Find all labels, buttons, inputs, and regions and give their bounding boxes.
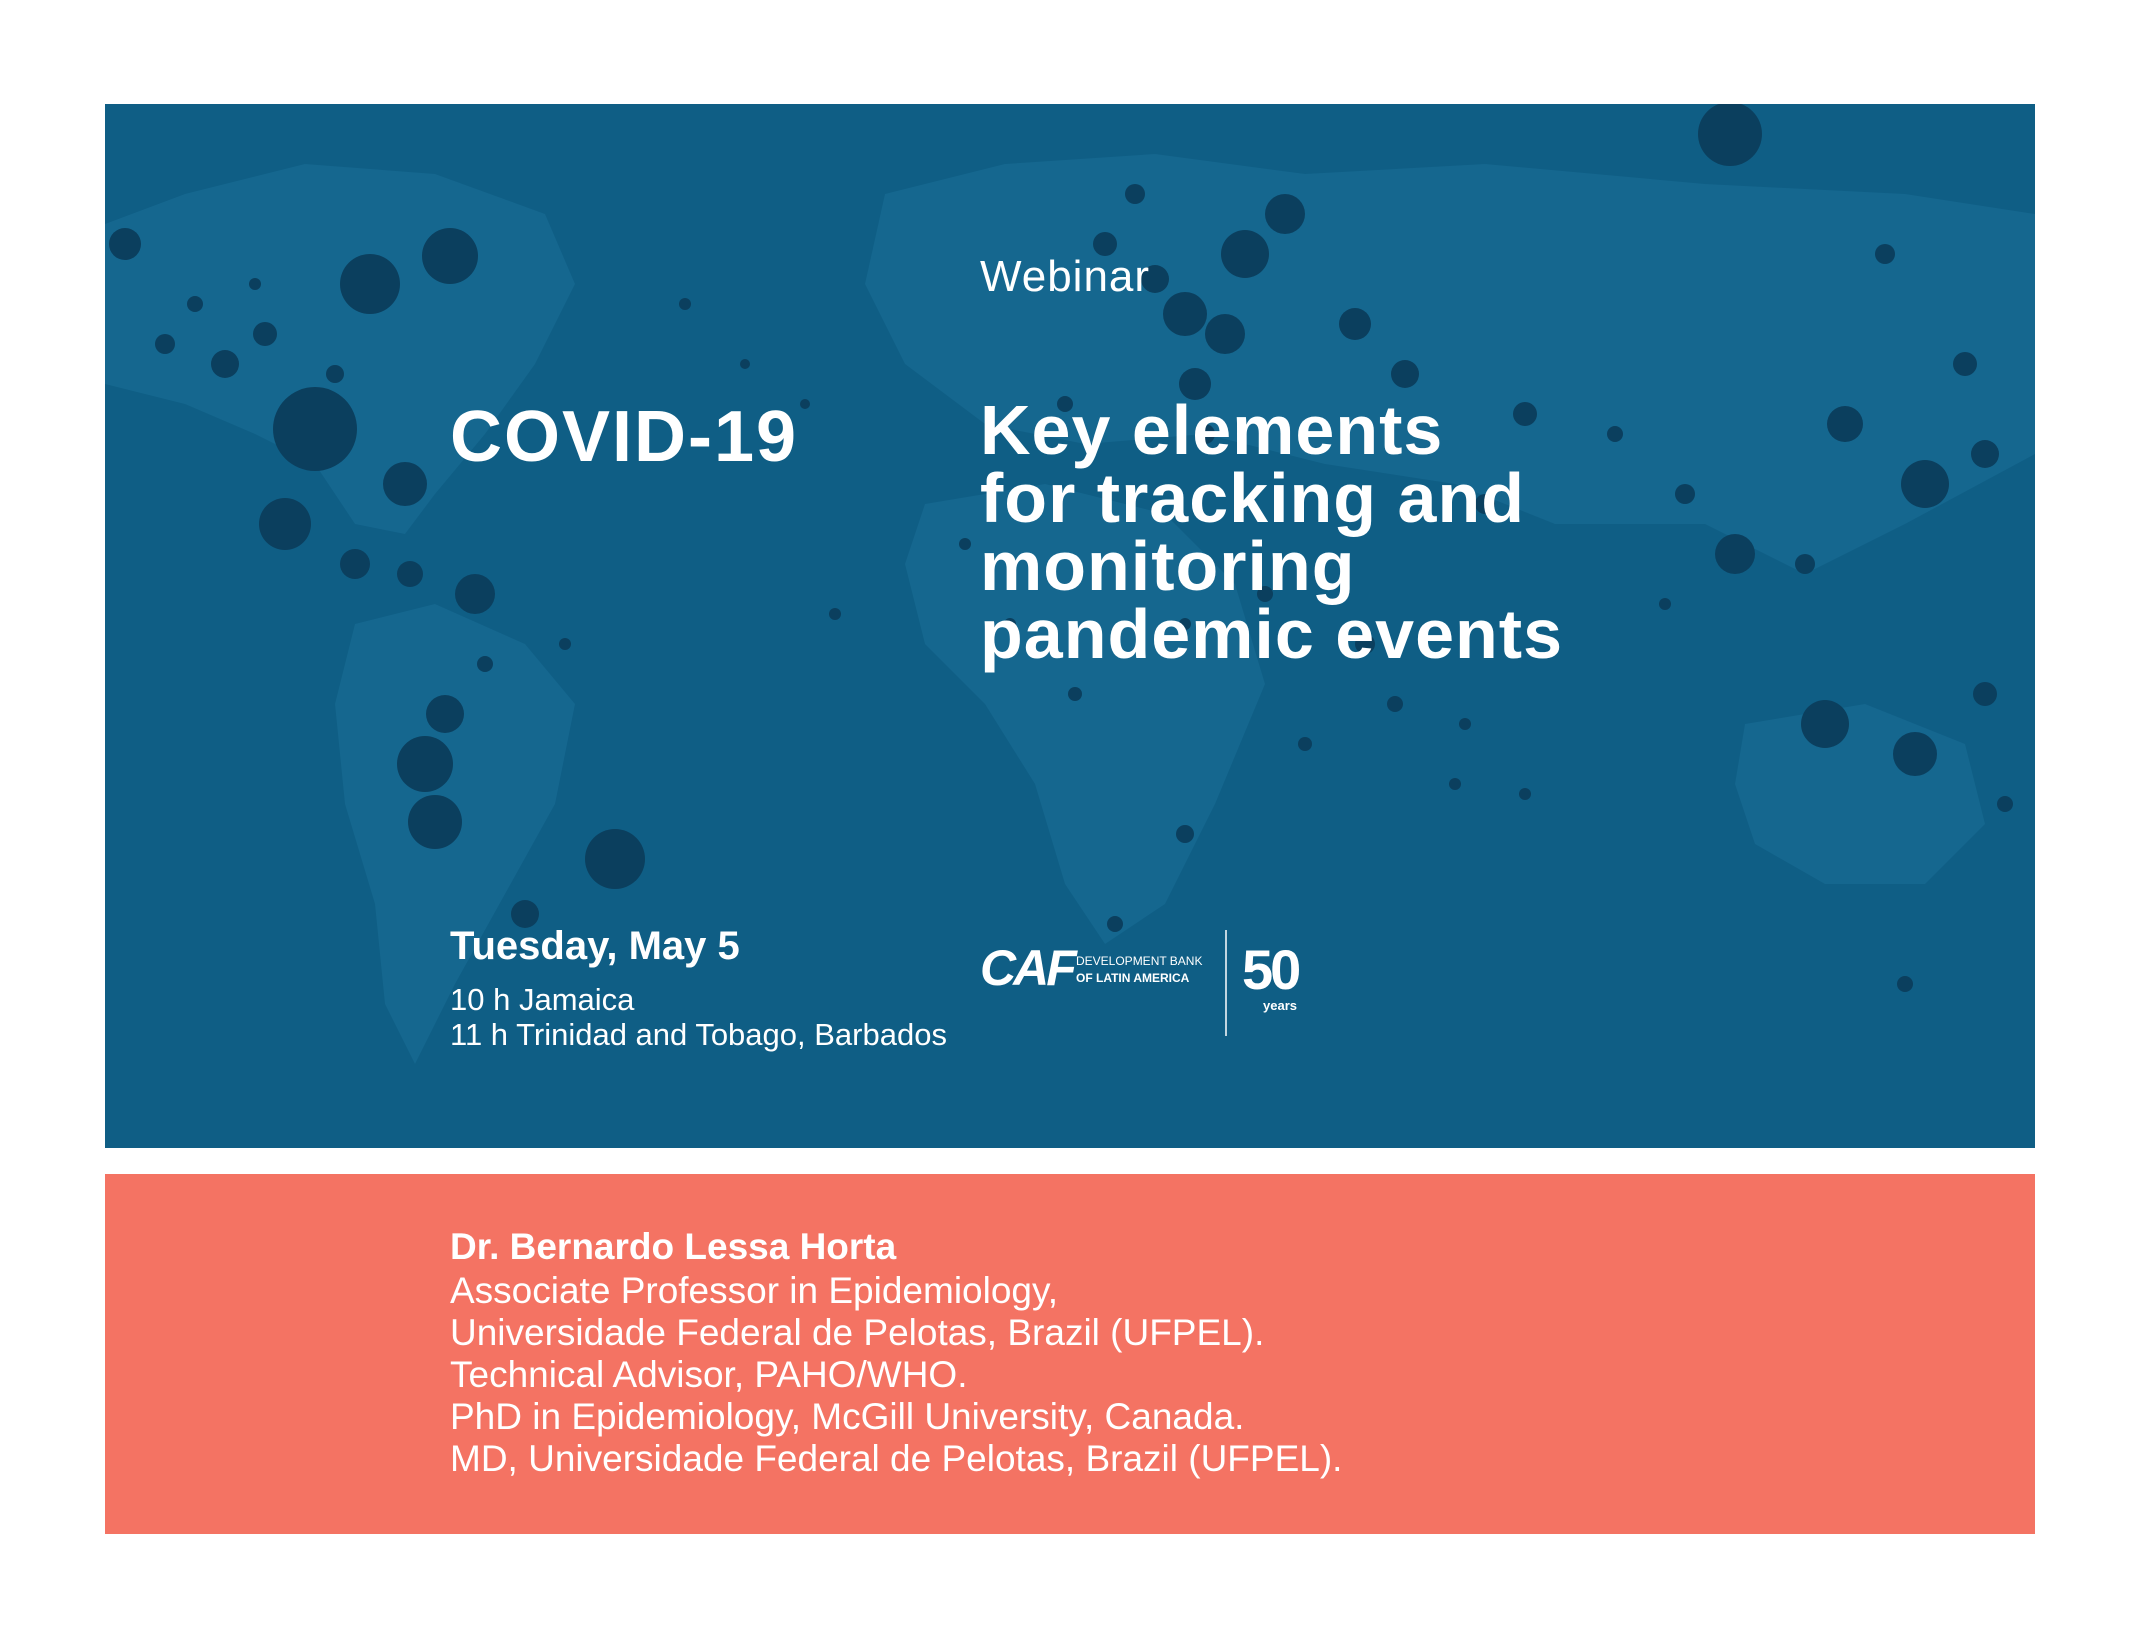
webinar-title (980, 391, 1780, 673)
speaker-credential: MD, Universidade Federal de Pelotas, Brazil (UFPEL). (450, 1438, 1343, 1479)
speaker-name: Dr. Bernardo Lessa Horta (450, 1226, 897, 1267)
event-time-jamaica: 10 h Jamaica (450, 982, 635, 1017)
webinar-label: Webinar (980, 252, 1151, 301)
speaker-credential: Technical Advisor, PAHO/WHO. (450, 1354, 968, 1395)
caf-logo-subtitle: DEVELOPMENT BANK (1076, 954, 1203, 968)
webinar-title-line: Key elements (980, 391, 1444, 469)
anniversary-logo: 50 (1242, 938, 1299, 1001)
speaker-credential: PhD in Epidemiology, McGill University, Canada. (450, 1396, 1245, 1437)
webinar-title-line: pandemic events (980, 595, 1563, 673)
webinar-title-line: monitoring (980, 527, 1356, 605)
speaker-credential: Associate Professor in Epidemiology, (450, 1270, 1059, 1311)
webinar-banner (105, 104, 2035, 1148)
logo-divider (1225, 930, 1227, 1036)
speaker-credential: Universidade Federal de Pelotas, Brazil (UFPEL). (450, 1312, 1265, 1353)
caf-logo-mark: CAF (980, 940, 1074, 996)
webinar-title-line: for tracking and (980, 459, 1525, 537)
caf-logo-subtitle: OF LATIN AMERICA (1076, 971, 1190, 985)
topic-title: COVID-19 (450, 397, 799, 477)
anniversary-years: years (1263, 998, 1297, 1013)
event-time-trinidad: 11 h Trinidad and Tobago, Barbados (450, 1017, 947, 1052)
caf-logo (980, 930, 1340, 1020)
speaker-panel (105, 1174, 2035, 1534)
event-date: Tuesday, May 5 (450, 924, 740, 968)
